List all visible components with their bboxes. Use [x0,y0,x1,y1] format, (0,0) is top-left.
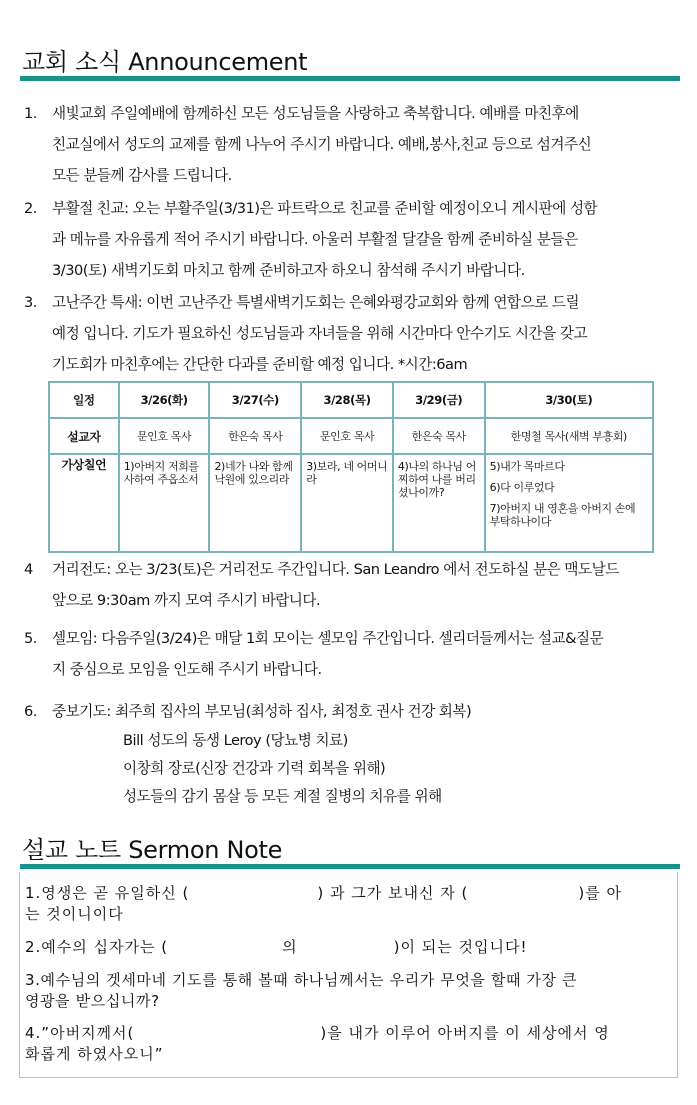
item-number: 6. [24,703,37,720]
item-line: 지 중심으로 모임을 인도해 주시기 바랍니다. [52,661,322,678]
item-body [52,193,678,286]
item-line: 부활절 친교: 오는 부활주일(3/31)은 파트락으로 친교를 준비할 예정이오니 게시판에 성함 [52,200,598,217]
item-line: 새빛교회 주일예배에 함께하신 모든 성도님들을 사랑하고 축복합니다. 예배를 마친후에 [52,105,579,122]
prayer-request: Bill 성도의 동생 Leroy (당뇨병 치료) [123,732,348,749]
item-line: 친교실에서 성도의 교제를 함께 나누어 주시기 바랍니다. 예배,봉사,친교 등으로 섬겨주신 [52,136,592,153]
note-text: 3.예수님의 겟세마네 기도를 통해 볼때 하나님께서는 우리가 무엇을 할때 가장 큰 [25,971,578,989]
item-number: 5. [24,630,37,647]
preacher-cell: 한은숙 목사 [393,418,485,454]
note-text: )이 되는 것입니다! [393,938,528,956]
item-body [52,696,678,727]
item-body [52,287,678,380]
preacher-label: 설교자 [49,418,119,454]
sermon-note-1 [25,883,670,925]
table-header-cell: 3/30(토) [485,382,653,418]
table-row [49,454,653,552]
word-text: 1)아버지 저희를 사하여 주옵소서 [123,460,199,486]
preacher-cell: 문인호 목사 [301,418,393,454]
table-row [49,418,653,454]
sermon-rule [20,864,680,869]
words-cell [393,454,485,552]
item-line: 3/30(토) 새벽기도회 마치고 함께 준비하고자 하오니 참석해 주시기 바랍니다. [52,262,525,279]
words-cell [209,454,301,552]
word-text: 7)아버지 내 영혼을 아버지 손에 부탁하나이다 [489,502,636,528]
sermon-note-4 [25,1023,670,1065]
item-line: 거리전도: 오는 3/23(토)은 거리전도 주간입니다. San Leandro 에서 전도하실 분은 맥도날드 [52,561,619,578]
note-text: 는 것이니이다 [25,905,124,923]
table-header-row [49,382,653,418]
note-text: 화롭게 하였사오니” [25,1045,164,1063]
announcement-title: 교회 소식 Announcement [22,48,308,76]
words-label [49,454,119,552]
word-text: 4)나의 하나님 어찌하여 나를 버리셨나이까? [397,460,476,499]
note-text: )을 내가 이루어 아버지를 이 세상에서 영 [320,1024,610,1042]
item-body [52,98,678,191]
item-number: 3. [24,294,37,311]
table-header-cell: 일정 [49,382,119,418]
note-text: ) 과 그가 보내신 자 ( [317,884,469,902]
words-cell [119,454,210,552]
prayer-request: 성도들의 감기 몸살 등 모든 계절 질병의 치유를 위해 [123,788,442,805]
word-text: 3)보라, 네 어머니라 [306,460,388,486]
note-text: 의 [282,938,298,956]
preacher-cell: 문인호 목사 [119,418,210,454]
word-text: 5)내가 목마르다 [489,460,565,473]
announcement-rule [20,76,680,81]
note-text: 4.”아버지께서( [25,1024,135,1042]
table-header-cell: 3/28(목) [301,382,393,418]
preacher-cell: 한은숙 목사 [209,418,301,454]
note-text: 1.영생은 곧 유일하신 ( [25,884,190,902]
item-line: 중보기도: 최주희 집사의 부모님(최성하 집사, 최정호 권사 건강 회복) [52,703,472,720]
item-number: 4 [24,561,33,578]
table-header-cell: 3/27(수) [209,382,301,418]
prayer-schedule-table [48,381,654,553]
prayer-request: 이창희 장로(신장 건강과 기력 회복을 위해) [123,760,386,777]
item-number: 2. [24,200,37,217]
table-header-cell: 3/29(금) [393,382,485,418]
preacher-cell: 한명철 목사(새벽 부흥회) [485,418,653,454]
item-line: 셀모임: 다음주일(3/24)은 매달 1회 모이는 셀모임 주간입니다. 셀리더들께서는 설교&질문 [52,630,604,647]
item-line: 고난주간 특새: 이번 고난주간 특별새벽기도회는 은혜와평강교회와 함께 연합으로 드릴 [52,294,580,311]
item-line: 앞으로 9:30am 까지 모여 주시기 바랍니다. [52,592,321,609]
words-cell [485,454,653,552]
note-text: 2.예수의 십자가는 ( [25,938,169,956]
item-number: 1. [24,105,37,122]
item-line: 예정 입니다. 기도가 필요하신 성도님들과 자녀들을 위해 시간마다 안수기도 시간을 갖고 [52,325,588,342]
item-body [52,623,678,685]
sermon-note-2 [25,937,670,958]
words-cell [301,454,393,552]
note-text: 영광을 받으십니까? [25,992,160,1010]
item-line: 과 메뉴를 자유롭게 적어 주시기 바랍니다. 아울러 부활절 달걀을 함께 준비하실 분들은 [52,231,578,248]
item-line: 기도회가 마친후에는 간단한 다과를 준비할 예정 입니다. *시간:6am [52,356,468,373]
word-text: 2)네가 나와 함께 낙원에 있으리라 [214,460,293,486]
words-label-text: 가상칠언 [61,458,107,472]
sermon-title: 설교 노트 Sermon Note [22,836,283,864]
item-body [52,554,678,616]
word-text: 6)다 이루었다 [489,481,555,494]
note-text: )를 아 [578,884,622,902]
table-header-cell: 3/26(화) [119,382,210,418]
item-line: 모든 분들께 감사를 드립니다. [52,167,232,184]
sermon-note-3 [25,970,670,1012]
